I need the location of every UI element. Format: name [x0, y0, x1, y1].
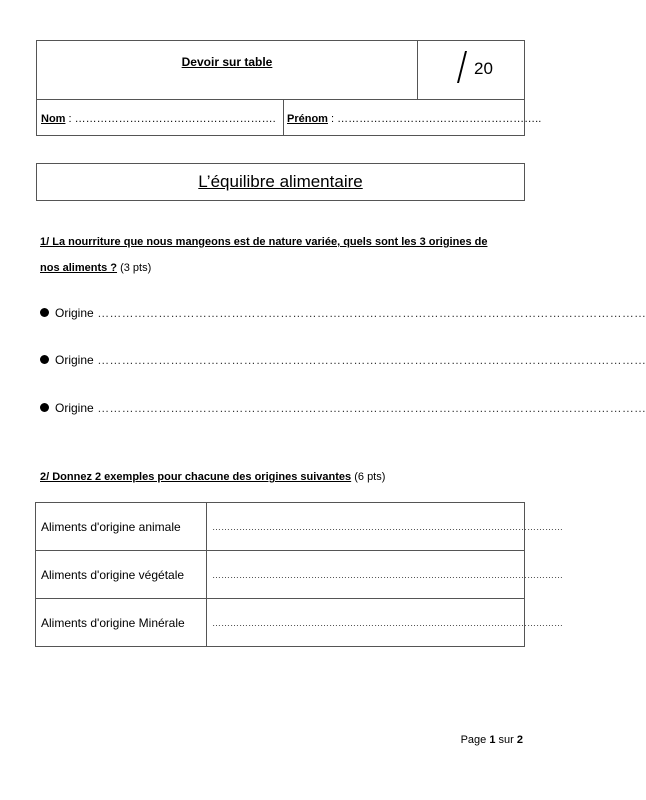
- answer-dots: ………………………………………………………………………………………………………………………: [93, 306, 646, 320]
- page-word: Page: [460, 734, 490, 746]
- origin-label: Origine: [55, 353, 94, 367]
- header-divider-horizontal: [37, 99, 524, 100]
- question2-text-container: [40, 471, 385, 483]
- answer-dots: ………………………………………………………………………………………………………………………: [93, 353, 646, 367]
- table-row: [36, 551, 525, 599]
- table-row: [36, 503, 525, 551]
- nom-label: Nom: [41, 113, 66, 125]
- row-label-minerale: Aliments d'origine Minérale: [36, 599, 207, 647]
- question1-text-line1: 1/ La nourriture que nous mangeons est de nature variée, quels sont les 3 origines de: [40, 236, 488, 248]
- nom-field[interactable]: [41, 113, 276, 125]
- origin-label: Origine: [55, 401, 94, 415]
- question2-text: 2/ Donnez 2 exemples pour chacune des origines suivantes: [40, 471, 352, 483]
- answer-dots: ………………………………………………………………………………………………………………………: [93, 401, 646, 415]
- bullet-icon: [40, 308, 49, 317]
- question1-points: (3 pts): [117, 262, 152, 274]
- answer-cell-animale[interactable]: ………………………………………………………………………………………………………: [207, 503, 525, 551]
- table-row: [36, 599, 525, 647]
- origin-answer-line[interactable]: [40, 401, 646, 415]
- prenom-label: Prénom: [287, 113, 328, 125]
- nom-dots: : ……………………………………………….: [65, 113, 276, 125]
- assignment-title: Devoir sur table: [181, 55, 273, 69]
- score-total: 20: [474, 59, 493, 78]
- score-cell: [417, 41, 526, 99]
- origin-label: Origine: [55, 306, 94, 320]
- origin-answer-line[interactable]: [40, 306, 646, 320]
- answer-cell-minerale[interactable]: ………………………………………………………………………………………………………: [207, 599, 525, 647]
- page-number: [461, 734, 523, 746]
- header-divider-vertical-bottom: [283, 99, 284, 135]
- page-current: 1: [489, 734, 496, 746]
- row-label-animale: Aliments d'origine animale: [36, 503, 207, 551]
- question1-text-end: nos aliments ?: [40, 262, 118, 274]
- score-slash-icon: [457, 51, 467, 83]
- main-title-box: [36, 163, 525, 201]
- question2-points: (6 pts): [351, 471, 386, 483]
- page-total: 2: [516, 734, 523, 746]
- origin-answer-line[interactable]: [40, 353, 646, 367]
- row-label-vegetale: Aliments d'origine végétale: [36, 551, 207, 599]
- page-title: L’équilibre alimentaire: [198, 172, 363, 191]
- bullet-icon: [40, 355, 49, 364]
- question1-text-line2: [40, 262, 151, 274]
- prenom-field[interactable]: [287, 113, 541, 125]
- prenom-dots: : ………………………………………………..: [327, 113, 542, 125]
- aliments-table: [35, 502, 563, 647]
- answer-cell-vegetale[interactable]: ………………………………………………………………………………………………………: [207, 551, 525, 599]
- header-table: [36, 40, 542, 136]
- of-word: sur: [495, 734, 517, 746]
- bullet-icon: [40, 403, 49, 412]
